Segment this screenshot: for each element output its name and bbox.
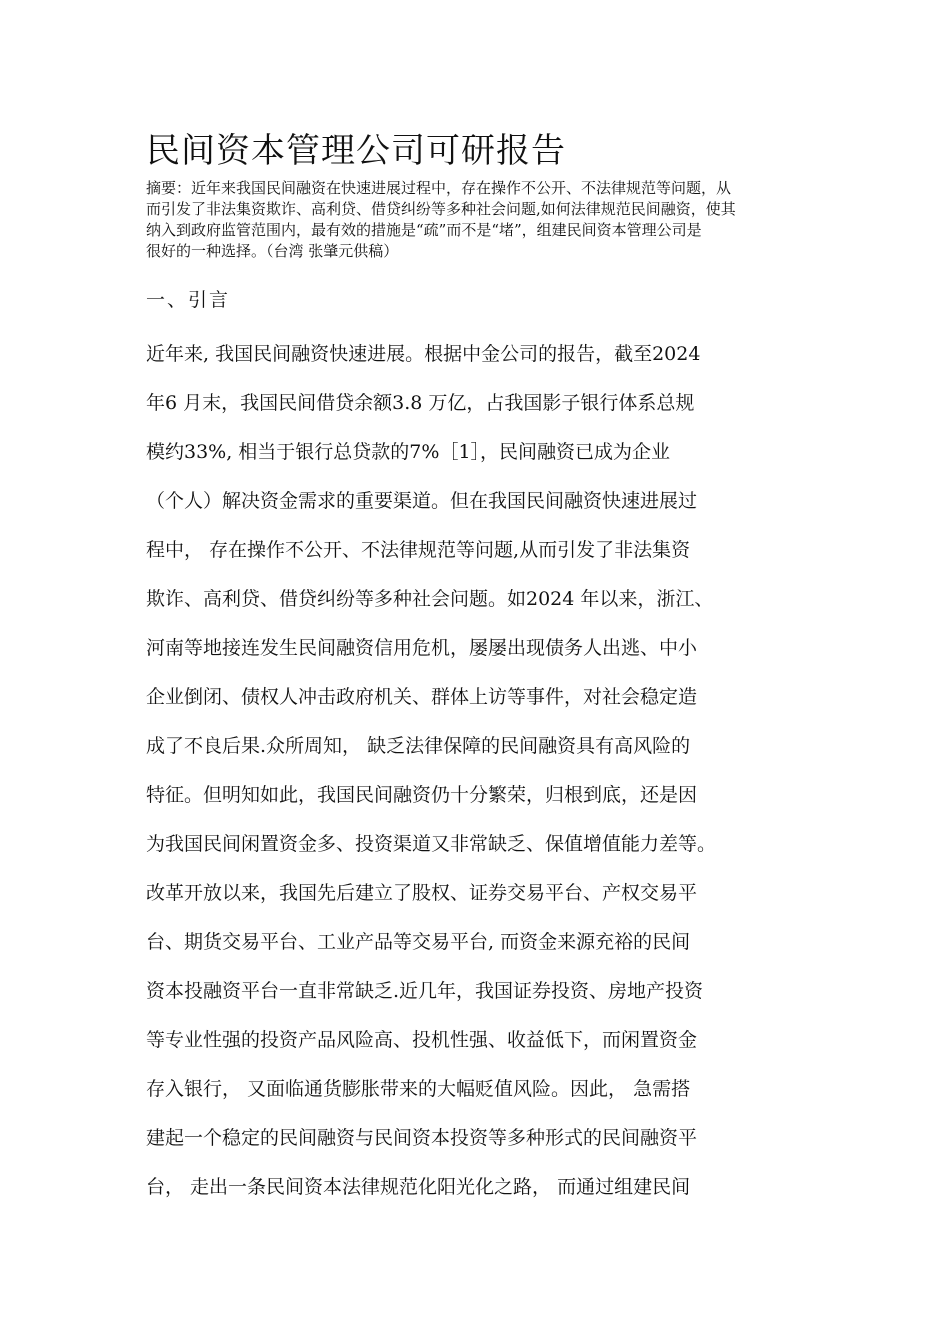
body-line: 年6 月末，我国民间借贷余额3.8 万亿，占我国影子银行体系总规 xyxy=(146,392,695,414)
body-line: 近年来, 我国民间融资快速进展。根据中金公司的报告，截至2024 xyxy=(146,343,701,365)
body-line: 存入银行， 又面临通货膨胀带来的大幅贬值风险。因此， 急需搭 xyxy=(146,1078,691,1100)
body-line: 企业倒闭、债权人冲击政府机关、群体上访等事件，对社会稳定造 xyxy=(146,686,698,708)
body-line: 等专业性强的投资产品风险高、投机性强、收益低下，而闲置资金 xyxy=(146,1029,698,1051)
abstract-line: 而引发了非法集资欺诈、高利贷、借贷纠纷等多种社会问题,如何法律规范民间融资，使其 xyxy=(146,200,736,218)
abstract-line: 纳入到政府监管范围内，最有效的措施是“疏”而不是“堵”，组建民间资本管理公司是 xyxy=(146,221,702,239)
body-line: 程中， 存在操作不公开、不法律规范等问题,从而引发了非法集资 xyxy=(146,539,691,561)
body-line: 河南等地接连发生民间融资信用危机，屡屡出现债务人出逃、中小 xyxy=(146,637,698,659)
abstract-line: 很好的一种选择。（台湾 张肇元供稿） xyxy=(146,242,399,260)
section-heading: 一、引言 xyxy=(146,289,231,311)
abstract-block xyxy=(146,178,816,262)
body-line: 模约33%, 相当于银行总贷款的7%［1］，民间融资已成为企业 xyxy=(146,441,671,463)
body-paragraph xyxy=(146,333,826,1215)
body-line: 成了不良后果.众所周知， 缺乏法律保障的民间融资具有高风险的 xyxy=(146,735,691,757)
body-line: 为我国民间闲置资金多、投资渠道又非常缺乏、保值增值能力差等。 xyxy=(146,833,717,855)
body-line: 改革开放以来，我国先后建立了股权、证券交易平台、产权交易平 xyxy=(146,882,698,904)
body-line: 特征。但明知如此，我国民间融资仍十分繁荣，归根到底，还是因 xyxy=(146,784,698,806)
abstract-line: 摘要：近年来我国民间融资在快速进展过程中，存在操作不公开、不法律规范等问题，从 xyxy=(146,179,732,197)
document-title: 民间资本管理公司可研报告 xyxy=(146,131,566,171)
body-line: 建起一个稳定的民间融资与民间资本投资等多种形式的民间融资平 xyxy=(146,1127,698,1149)
body-line: 资本投融资平台一直非常缺乏.近几年，我国证券投资、房地产投资 xyxy=(146,980,704,1002)
body-line: （个人）解决资金需求的重要渠道。但在我国民间融资快速进展过 xyxy=(146,490,698,512)
body-line: 台， 走出一条民间资本法律规范化阳光化之路， 而通过组建民间 xyxy=(146,1176,691,1198)
body-line: 欺诈、高利贷、借贷纠纷等多种社会问题。如2024 年以来，浙江、 xyxy=(146,588,714,610)
body-line: 台、期货交易平台、工业产品等交易平台, 而资金来源充裕的民间 xyxy=(146,931,691,953)
